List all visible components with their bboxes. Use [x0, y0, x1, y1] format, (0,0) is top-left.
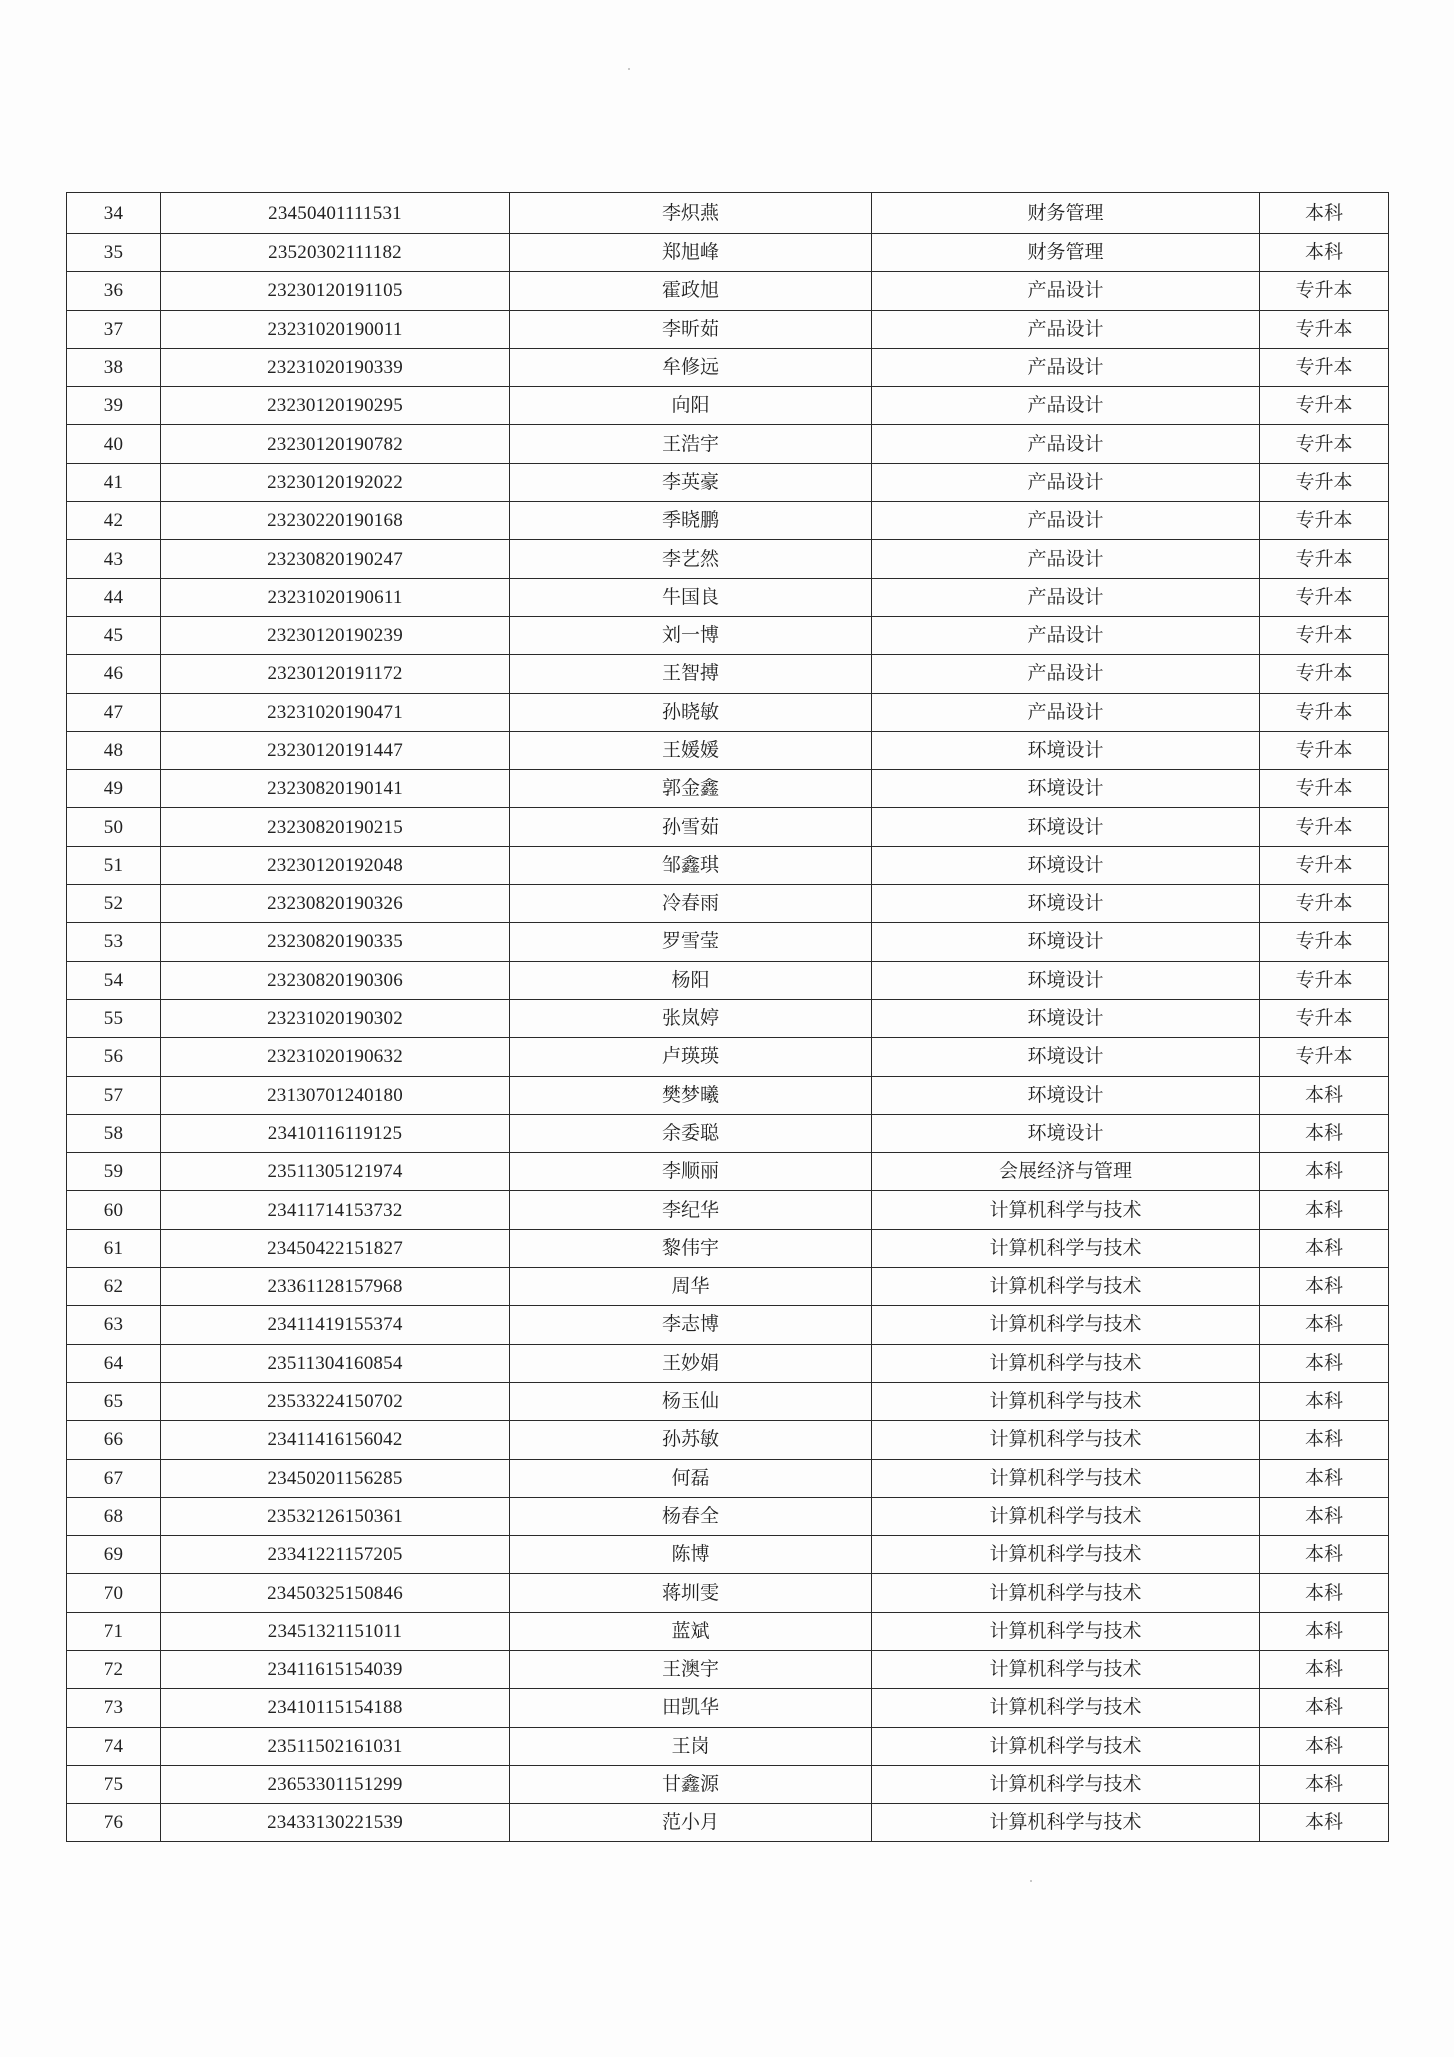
student-id-cell: 23230820190335	[161, 923, 510, 961]
student-id-cell: 23533224150702	[161, 1382, 510, 1420]
major-cell: 产品设计	[872, 310, 1260, 348]
student-name-cell: 李昕茹	[510, 310, 872, 348]
major-cell: 环境设计	[872, 923, 1260, 961]
major-cell: 计算机科学与技术	[872, 1306, 1260, 1344]
row-number-cell: 58	[67, 1114, 161, 1152]
student-name-cell: 邹鑫琪	[510, 846, 872, 884]
education-level-cell: 专升本	[1260, 808, 1389, 846]
student-id-cell: 23411714153732	[161, 1191, 510, 1229]
major-cell: 环境设计	[872, 808, 1260, 846]
student-name-cell: 李顺丽	[510, 1153, 872, 1191]
row-number-cell: 40	[67, 425, 161, 463]
student-name-cell: 罗雪莹	[510, 923, 872, 961]
major-cell: 环境设计	[872, 770, 1260, 808]
row-number-cell: 39	[67, 387, 161, 425]
row-number-cell: 47	[67, 693, 161, 731]
row-number-cell: 69	[67, 1536, 161, 1574]
table-row	[67, 1268, 1389, 1306]
table-row	[67, 999, 1389, 1037]
education-level-cell: 本科	[1260, 1306, 1389, 1344]
student-name-cell: 刘一博	[510, 616, 872, 654]
row-number-cell: 62	[67, 1268, 161, 1306]
table-row	[67, 234, 1389, 272]
major-cell: 计算机科学与技术	[872, 1574, 1260, 1612]
major-cell: 计算机科学与技术	[872, 1459, 1260, 1497]
education-level-cell: 本科	[1260, 1459, 1389, 1497]
row-number-cell: 43	[67, 540, 161, 578]
student-id-cell: 23230820190326	[161, 885, 510, 923]
row-number-cell: 72	[67, 1650, 161, 1688]
table-row	[67, 463, 1389, 501]
row-number-cell: 73	[67, 1689, 161, 1727]
student-name-cell: 李炽燕	[510, 193, 872, 234]
student-name-cell: 田凯华	[510, 1689, 872, 1727]
major-cell: 财务管理	[872, 193, 1260, 234]
education-level-cell: 本科	[1260, 1229, 1389, 1267]
student-id-cell: 23361128157968	[161, 1268, 510, 1306]
education-level-cell: 本科	[1260, 1344, 1389, 1382]
table-row	[67, 731, 1389, 769]
major-cell: 计算机科学与技术	[872, 1344, 1260, 1382]
scan-speck	[1030, 1880, 1032, 1882]
student-name-cell: 孙雪茹	[510, 808, 872, 846]
student-id-cell: 23230220190168	[161, 502, 510, 540]
education-level-cell: 本科	[1260, 1727, 1389, 1765]
table-row	[67, 502, 1389, 540]
student-roster-table	[66, 192, 1389, 1842]
table-row	[67, 1038, 1389, 1076]
table-row	[67, 1612, 1389, 1650]
student-name-cell: 王媛媛	[510, 731, 872, 769]
education-level-cell: 本科	[1260, 193, 1389, 234]
row-number-cell: 50	[67, 808, 161, 846]
education-level-cell: 专升本	[1260, 616, 1389, 654]
row-number-cell: 49	[67, 770, 161, 808]
row-number-cell: 56	[67, 1038, 161, 1076]
student-name-cell: 李艺然	[510, 540, 872, 578]
major-cell: 产品设计	[872, 693, 1260, 731]
education-level-cell: 专升本	[1260, 655, 1389, 693]
row-number-cell: 35	[67, 234, 161, 272]
major-cell: 计算机科学与技术	[872, 1268, 1260, 1306]
student-name-cell: 蓝斌	[510, 1612, 872, 1650]
student-name-cell: 陈博	[510, 1536, 872, 1574]
row-number-cell: 67	[67, 1459, 161, 1497]
student-name-cell: 蒋圳雯	[510, 1574, 872, 1612]
student-id-cell: 23230120191447	[161, 731, 510, 769]
row-number-cell: 53	[67, 923, 161, 961]
student-id-cell: 23230820190306	[161, 961, 510, 999]
row-number-cell: 48	[67, 731, 161, 769]
major-cell: 计算机科学与技术	[872, 1689, 1260, 1727]
row-number-cell: 71	[67, 1612, 161, 1650]
student-name-cell: 王岗	[510, 1727, 872, 1765]
student-id-cell: 23230120190782	[161, 425, 510, 463]
major-cell: 环境设计	[872, 999, 1260, 1037]
student-id-cell: 23231020190011	[161, 310, 510, 348]
student-id-cell: 23231020190611	[161, 578, 510, 616]
education-level-cell: 本科	[1260, 1765, 1389, 1803]
student-name-cell: 李志博	[510, 1306, 872, 1344]
table-row	[67, 1536, 1389, 1574]
table-row	[67, 348, 1389, 386]
major-cell: 环境设计	[872, 1114, 1260, 1152]
major-cell: 环境设计	[872, 961, 1260, 999]
student-name-cell: 李纪华	[510, 1191, 872, 1229]
student-id-cell: 23231020190302	[161, 999, 510, 1037]
student-id-cell: 23341221157205	[161, 1536, 510, 1574]
major-cell: 计算机科学与技术	[872, 1804, 1260, 1842]
table-row	[67, 1382, 1389, 1420]
student-name-cell: 杨春全	[510, 1497, 872, 1535]
row-number-cell: 34	[67, 193, 161, 234]
student-id-cell: 23230820190247	[161, 540, 510, 578]
student-id-cell: 23520302111182	[161, 234, 510, 272]
education-level-cell: 本科	[1260, 1650, 1389, 1688]
table-row	[67, 578, 1389, 616]
student-name-cell: 季晓鹏	[510, 502, 872, 540]
student-id-cell: 23230120192048	[161, 846, 510, 884]
student-name-cell: 向阳	[510, 387, 872, 425]
row-number-cell: 36	[67, 272, 161, 310]
education-level-cell: 专升本	[1260, 999, 1389, 1037]
table-row	[67, 616, 1389, 654]
table-row	[67, 846, 1389, 884]
student-id-cell: 23231020190632	[161, 1038, 510, 1076]
student-name-cell: 孙晓敏	[510, 693, 872, 731]
major-cell: 产品设计	[872, 387, 1260, 425]
student-id-cell: 23450201156285	[161, 1459, 510, 1497]
education-level-cell: 专升本	[1260, 502, 1389, 540]
student-name-cell: 王智搏	[510, 655, 872, 693]
education-level-cell: 本科	[1260, 1689, 1389, 1727]
student-name-cell: 王澳宇	[510, 1650, 872, 1688]
table-row	[67, 808, 1389, 846]
row-number-cell: 45	[67, 616, 161, 654]
row-number-cell: 44	[67, 578, 161, 616]
education-level-cell: 专升本	[1260, 693, 1389, 731]
student-name-cell: 郭金鑫	[510, 770, 872, 808]
major-cell: 计算机科学与技术	[872, 1382, 1260, 1420]
education-level-cell: 本科	[1260, 1153, 1389, 1191]
education-level-cell: 专升本	[1260, 731, 1389, 769]
student-id-cell: 23511304160854	[161, 1344, 510, 1382]
major-cell: 产品设计	[872, 502, 1260, 540]
row-number-cell: 61	[67, 1229, 161, 1267]
major-cell: 环境设计	[872, 1076, 1260, 1114]
student-id-cell: 23451321151011	[161, 1612, 510, 1650]
major-cell: 计算机科学与技术	[872, 1765, 1260, 1803]
student-name-cell: 余委聪	[510, 1114, 872, 1152]
table-row	[67, 770, 1389, 808]
student-name-cell: 孙苏敏	[510, 1421, 872, 1459]
row-number-cell: 38	[67, 348, 161, 386]
row-number-cell: 76	[67, 1804, 161, 1842]
education-level-cell: 专升本	[1260, 463, 1389, 501]
row-number-cell: 51	[67, 846, 161, 884]
student-name-cell: 卢瑛瑛	[510, 1038, 872, 1076]
student-name-cell: 王浩宇	[510, 425, 872, 463]
table-row	[67, 1344, 1389, 1382]
row-number-cell: 54	[67, 961, 161, 999]
major-cell: 计算机科学与技术	[872, 1650, 1260, 1688]
student-name-cell: 何磊	[510, 1459, 872, 1497]
table-row	[67, 272, 1389, 310]
row-number-cell: 70	[67, 1574, 161, 1612]
major-cell: 产品设计	[872, 616, 1260, 654]
student-id-cell: 23511305121974	[161, 1153, 510, 1191]
row-number-cell: 74	[67, 1727, 161, 1765]
education-level-cell: 本科	[1260, 1612, 1389, 1650]
student-id-cell: 23230820190215	[161, 808, 510, 846]
table-row	[67, 1765, 1389, 1803]
student-name-cell: 牟修远	[510, 348, 872, 386]
student-id-cell: 23450422151827	[161, 1229, 510, 1267]
table-row	[67, 1076, 1389, 1114]
table-row	[67, 1306, 1389, 1344]
row-number-cell: 46	[67, 655, 161, 693]
table-row	[67, 310, 1389, 348]
major-cell: 计算机科学与技术	[872, 1612, 1260, 1650]
student-name-cell: 范小月	[510, 1804, 872, 1842]
major-cell: 产品设计	[872, 463, 1260, 501]
student-id-cell: 23410116119125	[161, 1114, 510, 1152]
education-level-cell: 专升本	[1260, 961, 1389, 999]
table-row	[67, 1804, 1389, 1842]
major-cell: 会展经济与管理	[872, 1153, 1260, 1191]
row-number-cell: 65	[67, 1382, 161, 1420]
row-number-cell: 66	[67, 1421, 161, 1459]
row-number-cell: 37	[67, 310, 161, 348]
student-id-cell: 23410115154188	[161, 1689, 510, 1727]
major-cell: 环境设计	[872, 731, 1260, 769]
table-row	[67, 193, 1389, 234]
student-id-cell: 23653301151299	[161, 1765, 510, 1803]
major-cell: 环境设计	[872, 1038, 1260, 1076]
education-level-cell: 本科	[1260, 234, 1389, 272]
student-id-cell: 23532126150361	[161, 1497, 510, 1535]
student-name-cell: 杨玉仙	[510, 1382, 872, 1420]
student-name-cell: 霍政旭	[510, 272, 872, 310]
major-cell: 产品设计	[872, 578, 1260, 616]
row-number-cell: 55	[67, 999, 161, 1037]
major-cell: 产品设计	[872, 425, 1260, 463]
table-row	[67, 425, 1389, 463]
row-number-cell: 68	[67, 1497, 161, 1535]
student-id-cell: 23230120191172	[161, 655, 510, 693]
major-cell: 产品设计	[872, 655, 1260, 693]
table-row	[67, 693, 1389, 731]
student-name-cell: 杨阳	[510, 961, 872, 999]
education-level-cell: 专升本	[1260, 770, 1389, 808]
student-id-cell: 23450325150846	[161, 1574, 510, 1612]
education-level-cell: 本科	[1260, 1421, 1389, 1459]
student-id-cell: 23230820190141	[161, 770, 510, 808]
education-level-cell: 本科	[1260, 1804, 1389, 1842]
student-name-cell: 樊梦曦	[510, 1076, 872, 1114]
table-row	[67, 1421, 1389, 1459]
student-id-cell: 23411615154039	[161, 1650, 510, 1688]
student-name-cell: 郑旭峰	[510, 234, 872, 272]
student-name-cell: 周华	[510, 1268, 872, 1306]
education-level-cell: 本科	[1260, 1191, 1389, 1229]
education-level-cell: 专升本	[1260, 885, 1389, 923]
education-level-cell: 专升本	[1260, 272, 1389, 310]
student-id-cell: 23450401111531	[161, 193, 510, 234]
table-row	[67, 1727, 1389, 1765]
roster-body	[67, 193, 1389, 1842]
student-id-cell: 23511502161031	[161, 1727, 510, 1765]
student-id-cell: 23230120191105	[161, 272, 510, 310]
table-row	[67, 540, 1389, 578]
table-row	[67, 1459, 1389, 1497]
row-number-cell: 63	[67, 1306, 161, 1344]
major-cell: 环境设计	[872, 885, 1260, 923]
scan-speck	[628, 68, 630, 70]
row-number-cell: 41	[67, 463, 161, 501]
table-row	[67, 1689, 1389, 1727]
student-id-cell: 23230120190239	[161, 616, 510, 654]
student-name-cell: 冷春雨	[510, 885, 872, 923]
education-level-cell: 专升本	[1260, 348, 1389, 386]
table-row	[67, 885, 1389, 923]
student-id-cell: 23230120190295	[161, 387, 510, 425]
row-number-cell: 64	[67, 1344, 161, 1382]
student-id-cell: 23433130221539	[161, 1804, 510, 1842]
student-id-cell: 23231020190471	[161, 693, 510, 731]
row-number-cell: 42	[67, 502, 161, 540]
major-cell: 计算机科学与技术	[872, 1497, 1260, 1535]
major-cell: 计算机科学与技术	[872, 1229, 1260, 1267]
education-level-cell: 专升本	[1260, 425, 1389, 463]
student-name-cell: 李英豪	[510, 463, 872, 501]
student-id-cell: 23130701240180	[161, 1076, 510, 1114]
education-level-cell: 本科	[1260, 1268, 1389, 1306]
education-level-cell: 专升本	[1260, 310, 1389, 348]
table-row	[67, 923, 1389, 961]
table-row	[67, 387, 1389, 425]
table-row	[67, 1229, 1389, 1267]
student-id-cell: 23411416156042	[161, 1421, 510, 1459]
major-cell: 环境设计	[872, 846, 1260, 884]
student-id-cell: 23411419155374	[161, 1306, 510, 1344]
major-cell: 计算机科学与技术	[872, 1727, 1260, 1765]
student-name-cell: 甘鑫源	[510, 1765, 872, 1803]
major-cell: 计算机科学与技术	[872, 1421, 1260, 1459]
row-number-cell: 59	[67, 1153, 161, 1191]
education-level-cell: 专升本	[1260, 578, 1389, 616]
table-row	[67, 1191, 1389, 1229]
education-level-cell: 专升本	[1260, 846, 1389, 884]
row-number-cell: 57	[67, 1076, 161, 1114]
student-id-cell: 23231020190339	[161, 348, 510, 386]
student-name-cell: 黎伟宇	[510, 1229, 872, 1267]
major-cell: 产品设计	[872, 272, 1260, 310]
education-level-cell: 本科	[1260, 1574, 1389, 1612]
education-level-cell: 专升本	[1260, 1038, 1389, 1076]
education-level-cell: 本科	[1260, 1536, 1389, 1574]
table-row	[67, 961, 1389, 999]
row-number-cell: 60	[67, 1191, 161, 1229]
education-level-cell: 本科	[1260, 1114, 1389, 1152]
education-level-cell: 本科	[1260, 1382, 1389, 1420]
education-level-cell: 本科	[1260, 1076, 1389, 1114]
student-id-cell: 23230120192022	[161, 463, 510, 501]
student-name-cell: 张岚婷	[510, 999, 872, 1037]
table-row	[67, 1497, 1389, 1535]
education-level-cell: 专升本	[1260, 387, 1389, 425]
major-cell: 财务管理	[872, 234, 1260, 272]
major-cell: 计算机科学与技术	[872, 1191, 1260, 1229]
major-cell: 产品设计	[872, 540, 1260, 578]
education-level-cell: 本科	[1260, 1497, 1389, 1535]
table-row	[67, 655, 1389, 693]
row-number-cell: 52	[67, 885, 161, 923]
table-row	[67, 1650, 1389, 1688]
student-name-cell: 王妙娟	[510, 1344, 872, 1382]
table-row	[67, 1574, 1389, 1612]
table-row	[67, 1153, 1389, 1191]
major-cell: 计算机科学与技术	[872, 1536, 1260, 1574]
education-level-cell: 专升本	[1260, 540, 1389, 578]
student-name-cell: 牛国良	[510, 578, 872, 616]
education-level-cell: 专升本	[1260, 923, 1389, 961]
row-number-cell: 75	[67, 1765, 161, 1803]
table-row	[67, 1114, 1389, 1152]
major-cell: 产品设计	[872, 348, 1260, 386]
